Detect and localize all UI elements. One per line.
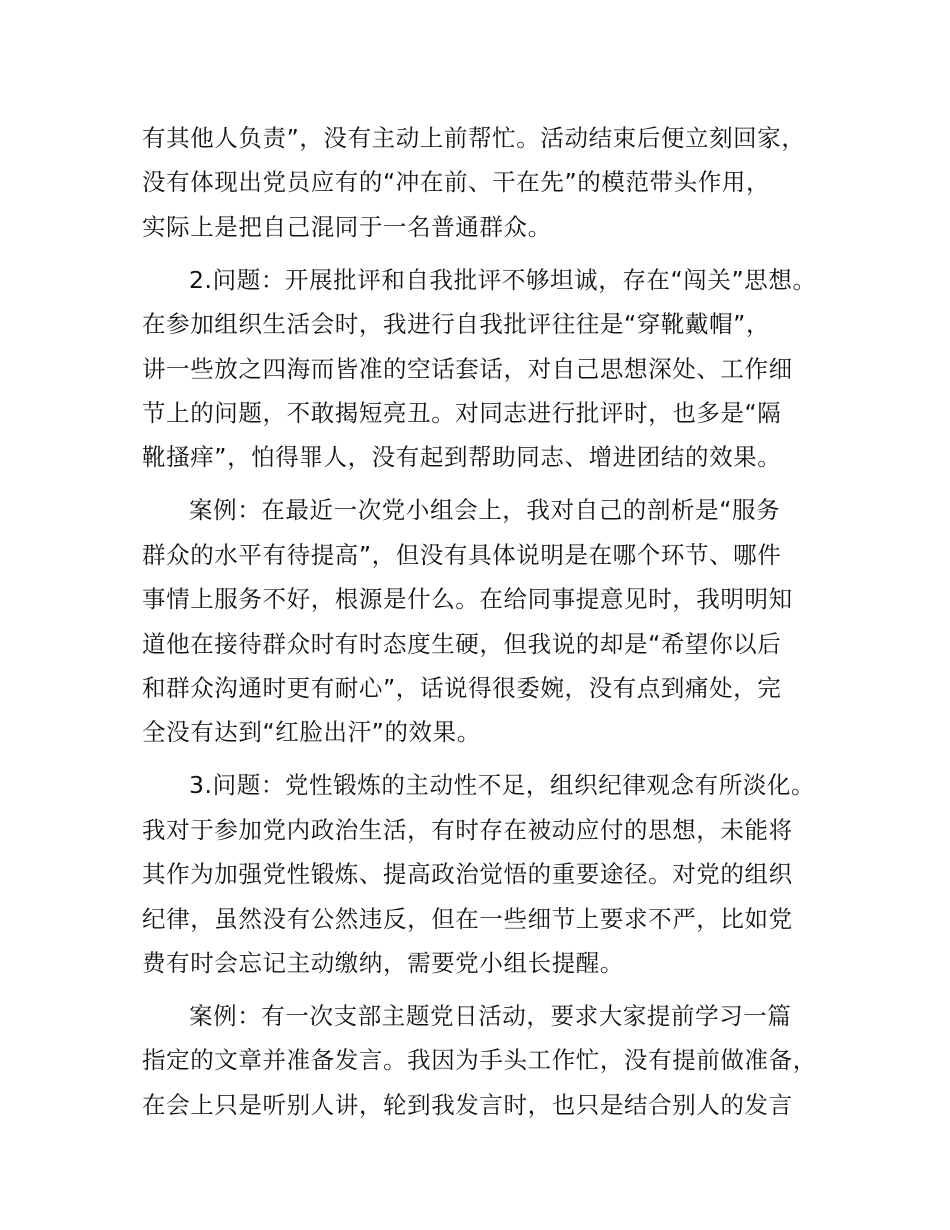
text-line: 实际上是把自己混同于一名普通群众。	[142, 212, 552, 241]
text-line: 没有体现出党员应有的“冲在前、干在先”的模范带头作用，	[142, 168, 771, 197]
text-line: 和群众沟通时更有耐心”，话说得很委婉，没有点到痛处，完	[142, 674, 782, 702]
text-line: 3.问题：党性锻炼的主动性不足，组织纪律观念有所淡化。	[189, 771, 816, 800]
text-line: 群众的水平有待提高”，但没有具体说明是在哪个环节、哪件	[142, 540, 782, 569]
text-line: 2.问题：开展批评和自我批评不够坦诚，存在“闯关”思想。	[189, 265, 817, 294]
text-line: 指定的文章并准备发言。我因为手头工作忙，没有提前做准备，	[142, 1046, 817, 1075]
text-line: 其作为加强党性锻炼、提高政治觉悟的重要途径。对党的组织	[142, 860, 793, 889]
text-line: 讲一些放之四海而皆准的空话套话，对自己思想深处、工作细	[142, 354, 793, 383]
text-line: 案例：在最近一次党小组会上，我对自己的剖析是“服务	[189, 496, 781, 525]
text-line: 靴搔痒”，怕得罪人，没有起到帮助同志、增进团结的效果。	[142, 443, 782, 472]
text-line: 道他在接待群众时有时态度生硬，但我说的却是“希望你以后	[142, 629, 782, 658]
text-line: 我对于参加党内政治生活，有时存在被动应付的思想，未能将	[142, 815, 793, 844]
text-line: 纪律，虽然没有公然违反，但在一些细节上要求不严，比如党	[142, 904, 793, 933]
text-line: 有其他人负责”，没有主动上前帮忙。活动结束后便立刻回家，	[142, 124, 806, 152]
text-line: 节上的问题，不敢揭短亮丑。对同志进行批评时，也多是“隔	[142, 399, 782, 427]
text-line: 费有时会忘记主动缴纳，需要党小组长提醒。	[142, 949, 624, 977]
text-line: 在参加组织生活会时，我进行自我批评往往是“穿靴戴帽”，	[142, 310, 771, 339]
text-line: 在会上只是听别人讲，轮到我发言时，也只是结合别人的发言	[142, 1090, 793, 1119]
text-line: 事情上服务不好，根源是什么。在给同事提意见时，我明明知	[142, 585, 793, 614]
text-line: 案例：有一次支部主题党日活动，要求大家提前学习一篇	[189, 1002, 792, 1030]
text-line: 全没有达到“红脸出汗”的效果。	[142, 718, 481, 747]
